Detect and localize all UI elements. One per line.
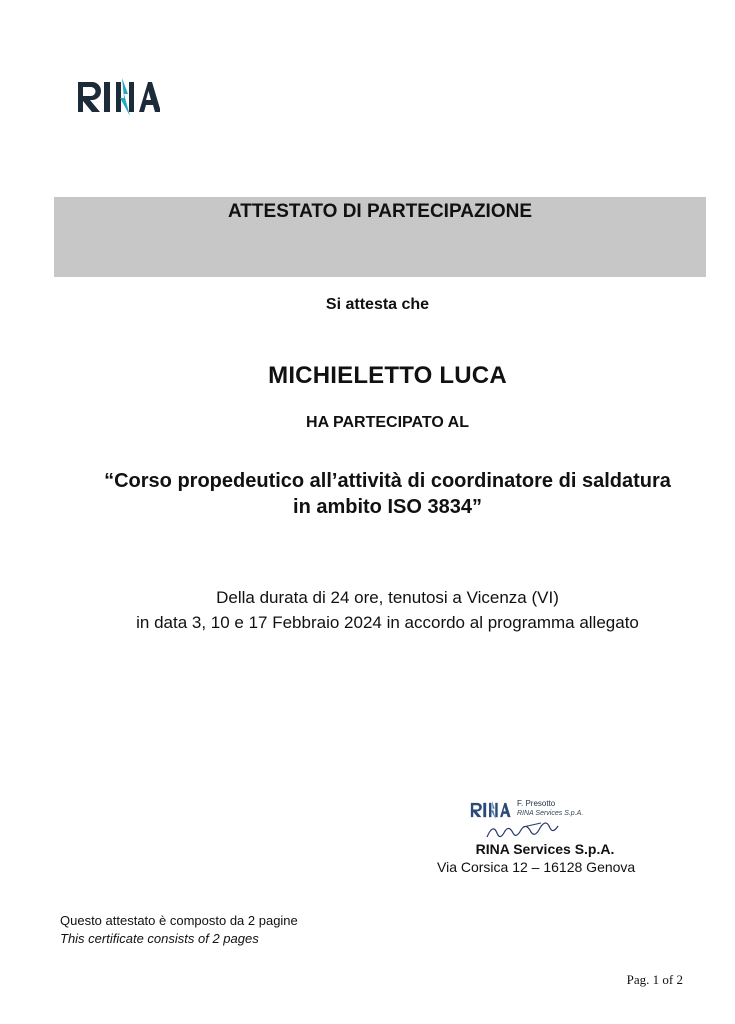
note-english: This certificate consists of 2 pages bbox=[60, 931, 259, 946]
course-details-line-1: Della durata di 24 ore, tenutosi a Vicenza (VI) bbox=[216, 588, 559, 607]
company-name: RINA Services S.p.A. bbox=[475, 841, 615, 857]
note-italian: Questo attestato è composto da 2 pagine bbox=[60, 913, 298, 928]
title-band bbox=[54, 197, 706, 277]
signer-name: F. Presotto bbox=[517, 799, 556, 808]
course-title-line-2: in ambito ISO 3834” bbox=[293, 496, 482, 518]
intro-text: Si attesta che bbox=[325, 296, 430, 313]
participant-name: MICHIELETTO LUCA bbox=[268, 362, 507, 389]
course-title-line-1: “Corso propedeutico all’attività di coordinatore di saldatura bbox=[104, 470, 671, 492]
rina-logo bbox=[76, 74, 160, 120]
company-address: Via Corsica 12 – 16128 Genova bbox=[437, 859, 636, 875]
participation-text: HA PARTECIPATO AL bbox=[306, 414, 469, 431]
page-number: Pag. 1 of 2 bbox=[626, 972, 683, 987]
course-details bbox=[20, 585, 735, 635]
certificate-title: ATTESTATO DI PARTECIPAZIONE bbox=[228, 201, 532, 222]
signer-company: RINA Services S.p.A. bbox=[517, 810, 584, 817]
page-count-note bbox=[60, 912, 298, 948]
course-title bbox=[20, 468, 735, 520]
course-details-line-2: in data 3, 10 e 17 Febbraio 2024 in accordo al programma allegato bbox=[136, 613, 639, 632]
